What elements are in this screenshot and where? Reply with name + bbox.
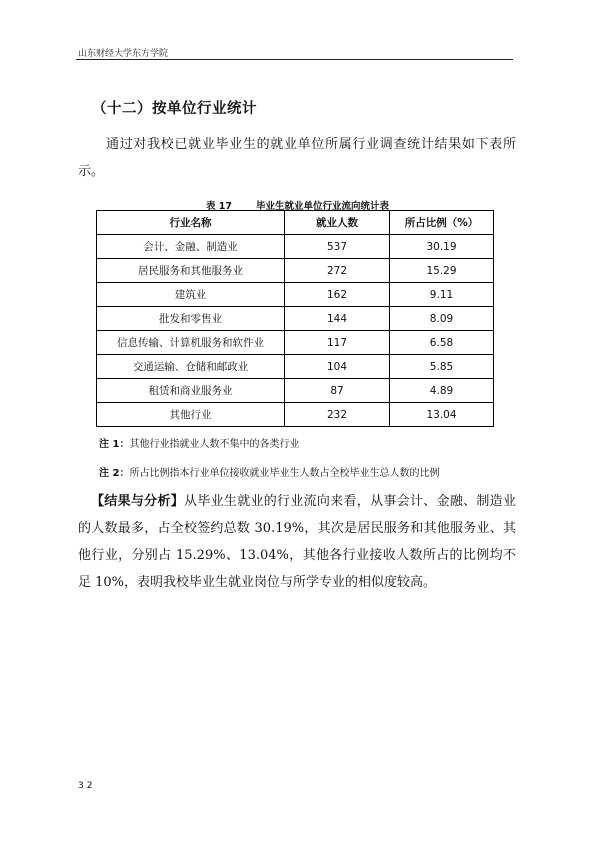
table-row — [97, 283, 494, 307]
count-cell: 272 — [285, 259, 390, 283]
table-caption-number: 表 17 — [205, 201, 232, 212]
industry-cell: 租赁和商业服务业 — [97, 379, 285, 403]
analysis-text: 从毕业生就业的行业流向来看，从事会计、金融、制造业的人数最多，占全校签约总数 30.19%，其次是居民服务和其他服务业、其他行业，分别占 15.29%、13.04%，其他各行业接收人数所占的比例均不足 10%，表明我校毕业生就业岗位与所学专业的相似度较高。 — [78, 494, 516, 590]
percent-cell: 4.89 — [390, 379, 494, 403]
industry-cell: 建筑业 — [97, 283, 285, 307]
page-number: 32 — [78, 781, 96, 791]
industry-cell: 居民服务和其他服务业 — [97, 259, 285, 283]
table-row — [97, 379, 494, 403]
table-row — [97, 235, 494, 259]
table-row — [97, 307, 494, 331]
section-title: （十二）按单位行业统计 — [92, 101, 257, 117]
count-cell: 537 — [285, 235, 390, 259]
page-header: 山东财经大学东方学院 — [78, 49, 169, 59]
note-1-text: 其他行业指就业人数不集中的各类行业 — [129, 439, 300, 450]
note-1 — [99, 435, 299, 450]
percent-cell: 8.09 — [390, 307, 494, 331]
table-caption-title: 毕业生就业单位行业流向统计表 — [256, 201, 390, 212]
percent-cell: 5.85 — [390, 355, 494, 379]
table-row — [97, 331, 494, 355]
column-header-count: 就业人数 — [285, 211, 390, 235]
column-header-industry: 行业名称 — [97, 211, 285, 235]
industry-cell: 批发和零售业 — [97, 307, 285, 331]
industry-cell: 会计、金融、制造业 — [97, 235, 285, 259]
industry-cell: 交通运输、仓储和邮政业 — [97, 355, 285, 379]
table-row — [97, 403, 494, 427]
intro-paragraph: 通过对我校已就业毕业生的就业单位所属行业调查统计结果如下表所示。 — [78, 137, 516, 179]
percent-cell: 15.29 — [390, 259, 494, 283]
note-1-label: 注 1： — [99, 439, 130, 450]
column-header-percent: 所占比例（%） — [390, 211, 494, 235]
table-row — [97, 355, 494, 379]
count-cell: 232 — [285, 403, 390, 427]
note-2-text: 所占比例指本行业单位接收就业毕业生人数占全校毕业生总人数的比例 — [129, 468, 440, 479]
count-cell: 117 — [285, 331, 390, 355]
industry-cell: 信息传输、计算机服务和软件业 — [97, 331, 285, 355]
note-2-label: 注 2： — [99, 468, 130, 479]
percent-cell: 30.19 — [390, 235, 494, 259]
percent-cell: 6.58 — [390, 331, 494, 355]
count-cell: 144 — [285, 307, 390, 331]
analysis-paragraph — [78, 488, 516, 596]
table-header-row — [97, 211, 494, 235]
count-cell: 104 — [285, 355, 390, 379]
analysis-label: 【结果与分析】 — [91, 494, 185, 509]
industry-cell: 其他行业 — [97, 403, 285, 427]
table-row — [97, 259, 494, 283]
count-cell: 162 — [285, 283, 390, 307]
industry-table — [96, 210, 494, 427]
count-cell: 87 — [285, 379, 390, 403]
note-2 — [99, 464, 439, 479]
header-divider — [76, 59, 513, 60]
percent-cell: 9.11 — [390, 283, 494, 307]
percent-cell: 13.04 — [390, 403, 494, 427]
